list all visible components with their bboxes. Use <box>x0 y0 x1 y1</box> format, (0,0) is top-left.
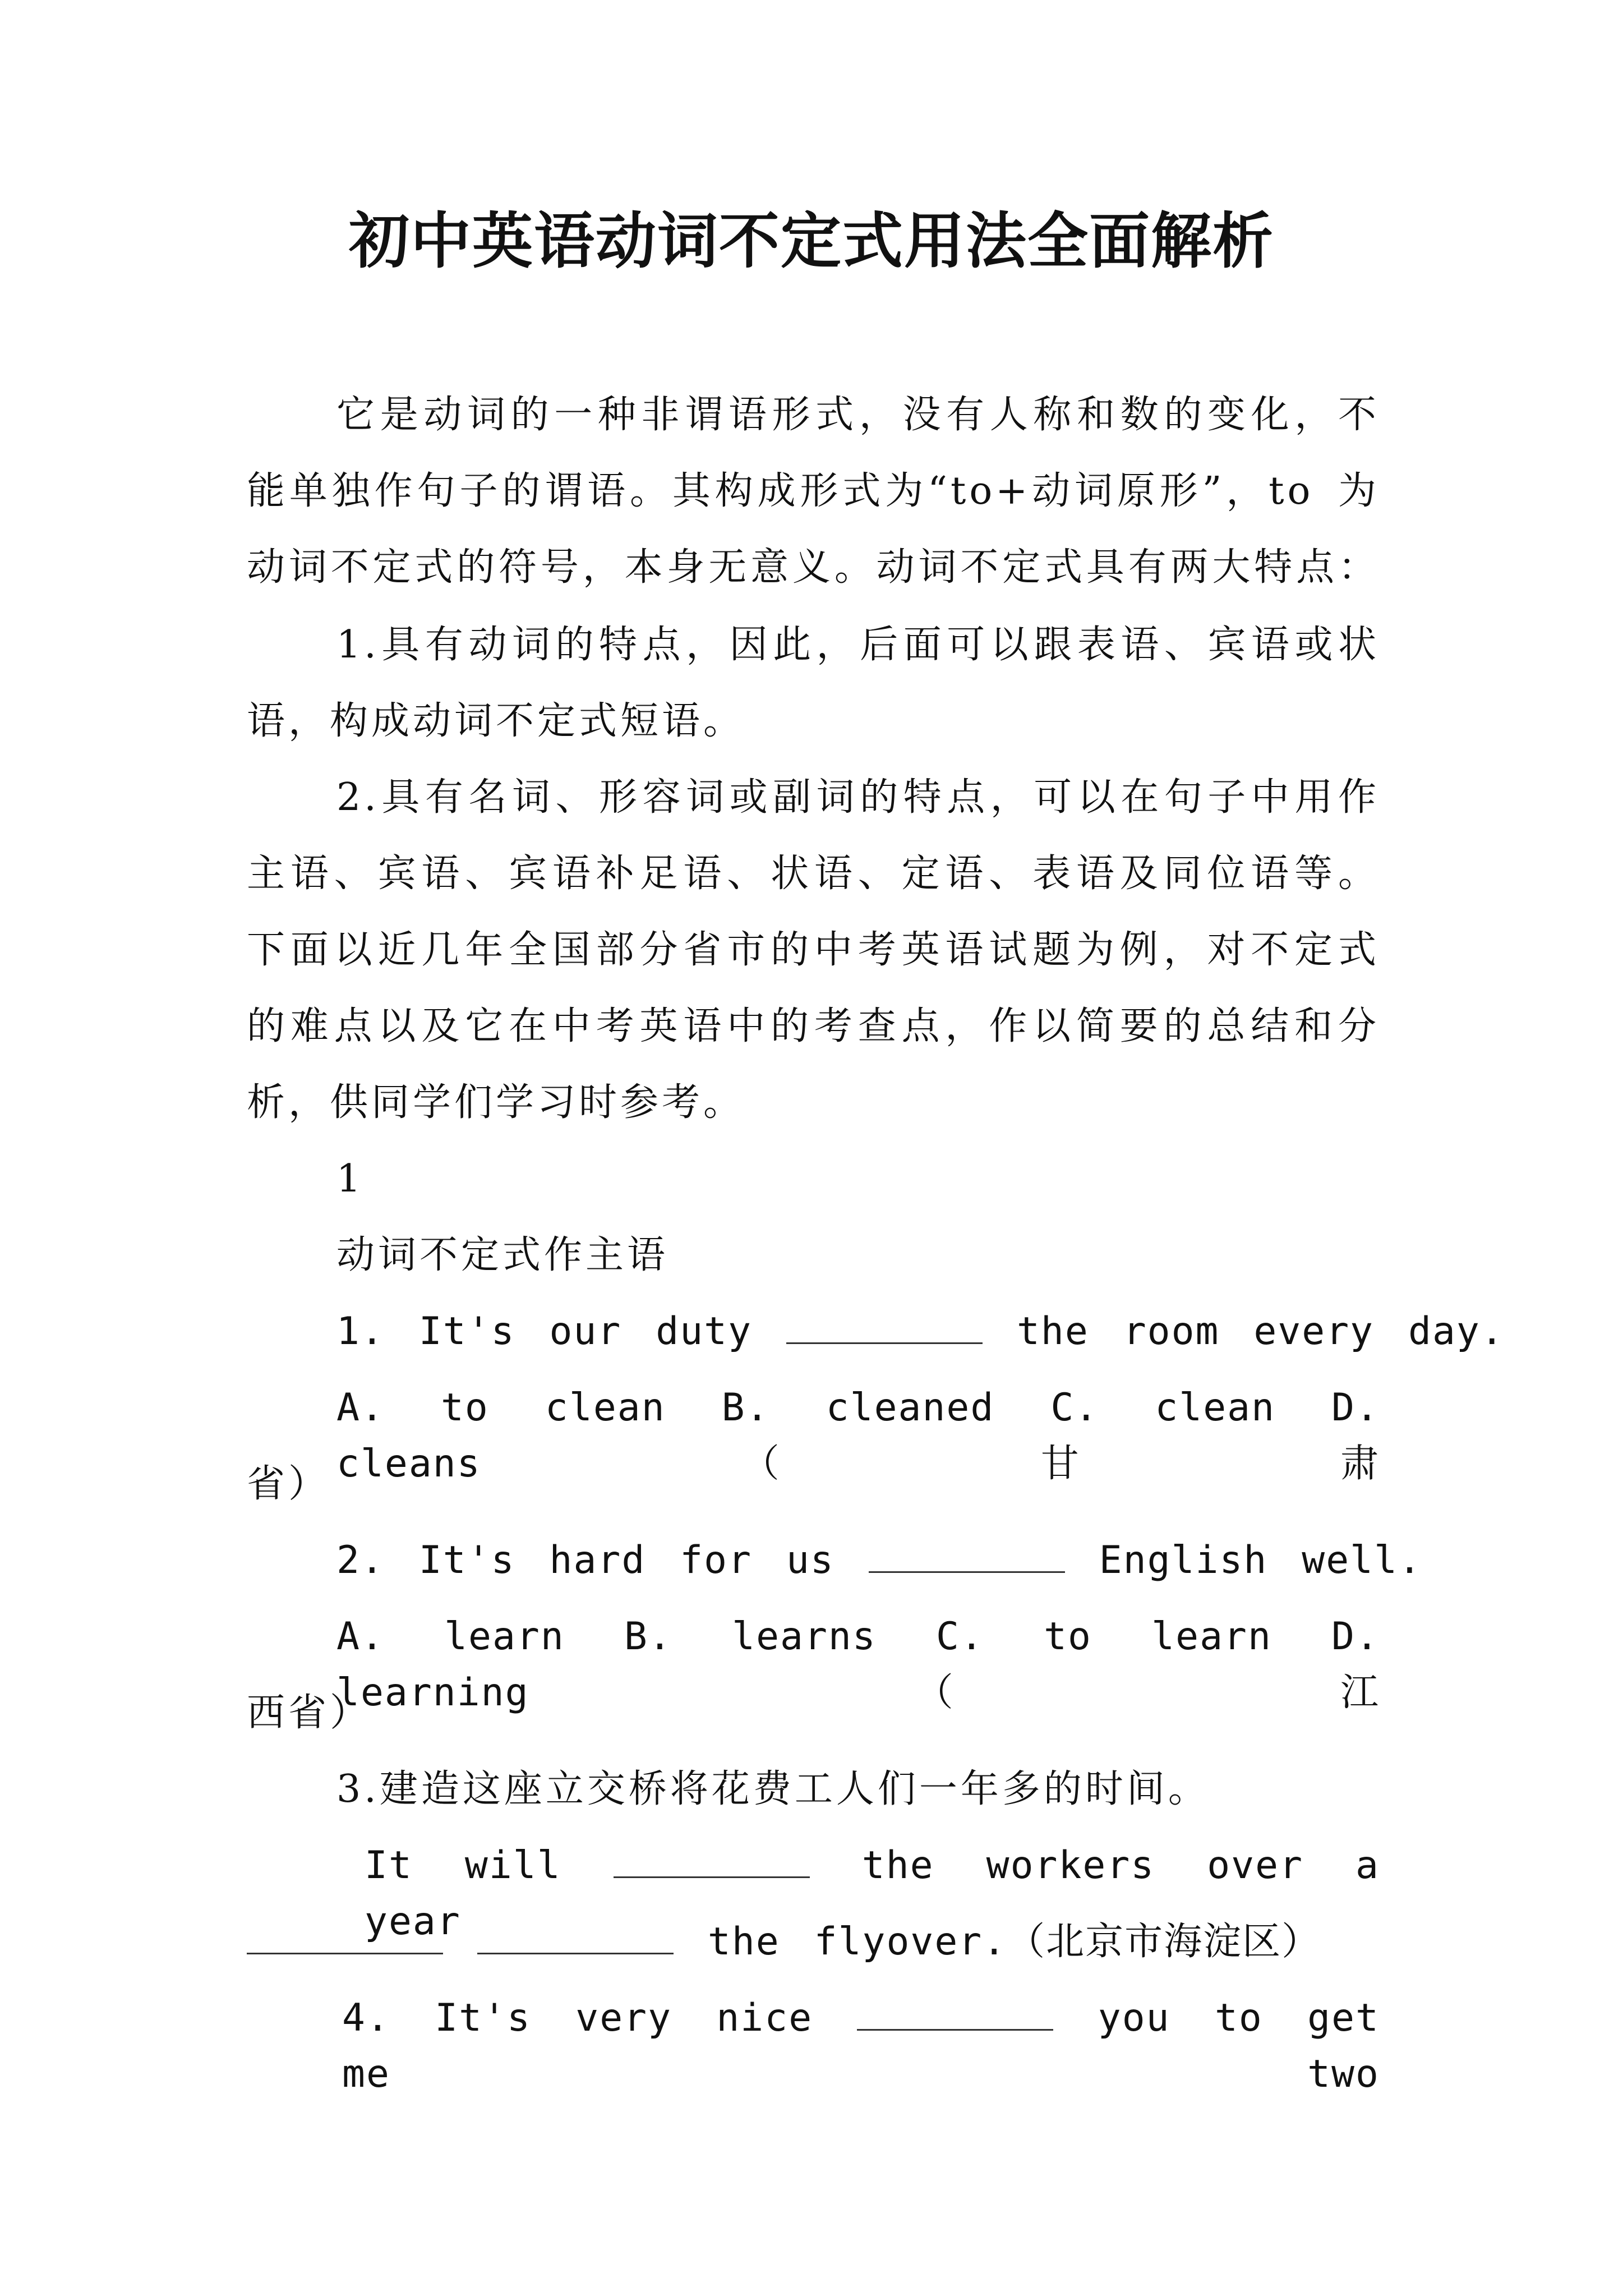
question-text: 2. It's hard for us <box>336 1538 834 1582</box>
question-3-line-2 <box>247 1914 1321 1970</box>
question-text: the room every day. <box>1016 1309 1505 1354</box>
question-1-options-cont: 省） <box>247 1462 330 1506</box>
paragraph-line: 析，供同学们学习时参考。 <box>247 1080 745 1125</box>
paragraph-line: 能单独作句子的谓语。其构成形式为“to+动词原形”，to 为 <box>247 469 1380 513</box>
paragraph-line: 的难点以及它在中考英语中的考查点，作以简要的总结和分 <box>247 1004 1380 1048</box>
question-text: English well. <box>1099 1538 1422 1582</box>
question-4 <box>342 1990 1380 2102</box>
answer-blank <box>857 1995 1053 2031</box>
question-text: the workers over a year <box>365 1843 1380 1944</box>
paragraph-line: 它是动词的一种非谓语形式，没有人称和数的变化，不 <box>336 393 1380 437</box>
section-heading: 动词不定式作主语 <box>336 1233 669 1277</box>
paragraph-line: 1.具有动词的特点，因此，后面可以跟表语、宾语或状 <box>336 623 1380 667</box>
question-3-chinese: 3.建造这座立交桥将花费工人们一年多的时间。 <box>336 1767 1210 1811</box>
document-title: 初中英语动词不定式用法全面解析 <box>348 206 1274 277</box>
question-1-options: A. to clean B. cleaned C. clean D. cleans（甘肃 <box>336 1386 1380 1486</box>
question-text: 1. It's our duty <box>336 1309 753 1354</box>
paragraph-line: 动词不定式的符号，本身无意义。动词不定式具有两大特点： <box>247 545 1380 590</box>
question-text: you to get me two <box>342 1996 1380 2096</box>
paragraph-line: 下面以近几年全国部分省市的中考英语试题为例，对不定式 <box>247 928 1380 972</box>
answer-blank <box>247 1919 443 1954</box>
question-1 <box>336 1304 1505 1360</box>
question-2 <box>336 1533 1422 1589</box>
answer-blank <box>786 1309 983 1344</box>
paragraph-line: 主语、宾语、宾语补足语、状语、定语、表语及同位语等。 <box>247 852 1380 896</box>
paragraph-line: 语，构成动词不定式短语。 <box>247 699 745 743</box>
answer-blank <box>869 1538 1065 1573</box>
question-2-options: A. learn B. learns C. to learn D. learning（江 <box>336 1614 1380 1715</box>
question-text: It will <box>365 1843 561 1888</box>
question-2-options-cont: 西省） <box>247 1691 372 1735</box>
section-number: 1 <box>336 1157 365 1201</box>
question-text: 4. It's very nice <box>342 1996 813 2040</box>
answer-blank <box>614 1843 810 1878</box>
question-text: the flyover.（北京市海淀区） <box>707 1920 1321 1964</box>
paragraph-line: 2.具有名词、形容词或副词的特点，可以在句子中用作 <box>336 775 1380 820</box>
answer-blank <box>477 1919 674 1954</box>
